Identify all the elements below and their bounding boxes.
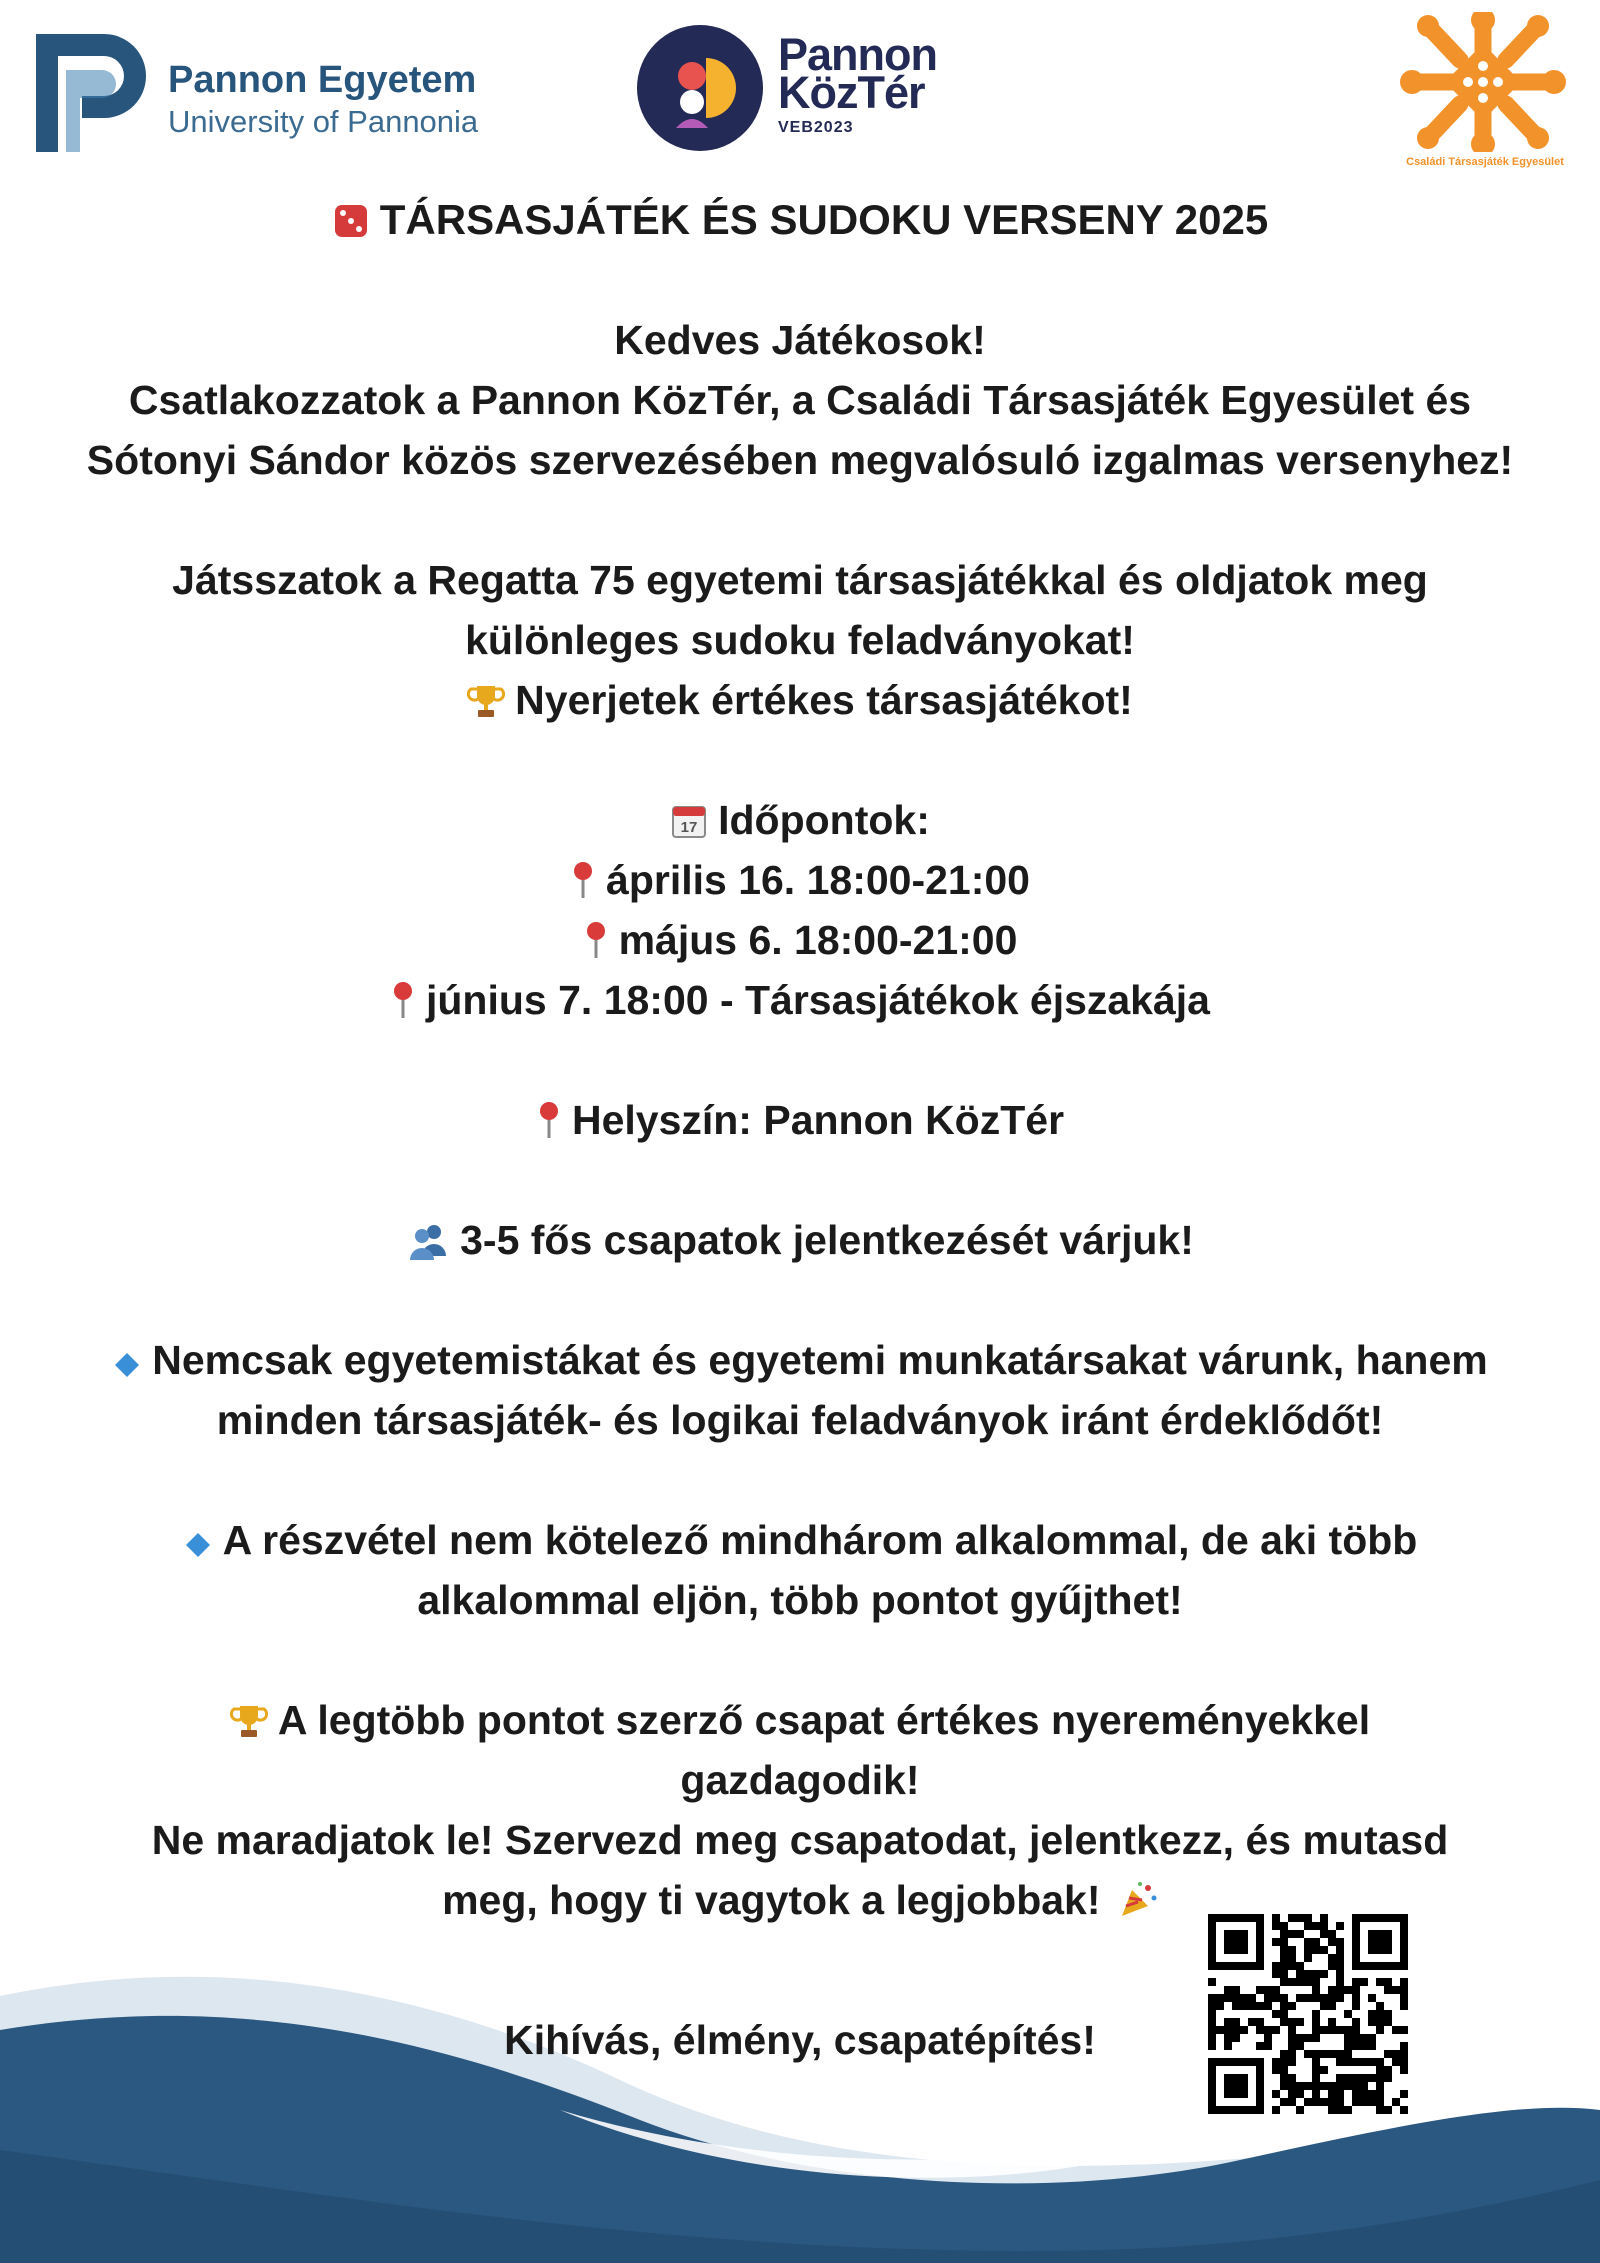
prize-line bbox=[40, 670, 1560, 730]
trophy-icon bbox=[230, 1702, 268, 1740]
teams-text: 3-5 fős csapatok jelentkezését várjuk! bbox=[460, 1217, 1194, 1263]
intro-line-2: Sótonyi Sándor közös szervezésében megvalósuló izgalmas versenyhez! bbox=[86, 437, 1514, 483]
koztér-sub: VEB2023 bbox=[778, 119, 854, 136]
note2-line-2: alkalommal eljön, több pontot gyűjthet! bbox=[417, 1577, 1183, 1623]
dates-heading-text: Időpontok: bbox=[718, 797, 930, 843]
trophy-icon bbox=[467, 682, 505, 720]
note1-line-2: minden társasjáték- és logikai feladványok iránt érdeklődőt! bbox=[216, 1397, 1384, 1443]
play-line-1: Játsszatok a Regatta 75 egyetemi társasjátékkal és oldjatok meg bbox=[172, 557, 1428, 603]
calendar-icon bbox=[670, 802, 708, 840]
cta-line-1: Ne maradjatok le! Szervezd meg csapatodat, jelentkezz, és mutasd bbox=[151, 1817, 1449, 1863]
date-item-3-text: június 7. 18:00 - Társasjátékok éjszakája bbox=[426, 977, 1210, 1023]
svg-text:17: 17 bbox=[680, 819, 698, 836]
diamond-icon bbox=[183, 1530, 213, 1560]
csaladi-caption: Családi Társasjáték Egyesület bbox=[1406, 156, 1564, 168]
pin-icon bbox=[390, 980, 416, 1020]
pin-icon bbox=[570, 860, 596, 900]
winner-line-2: gazdagodik! bbox=[680, 1757, 920, 1803]
closing-line: Kihívás, élmény, csapatépítés! bbox=[504, 2017, 1096, 2063]
pannon-p-logo-icon bbox=[36, 34, 146, 154]
date-item-1-text: április 16. 18:00-21:00 bbox=[606, 857, 1030, 903]
pannon-egyetem-logo bbox=[36, 34, 496, 154]
koztér-line1: Pannon bbox=[778, 29, 937, 80]
location bbox=[40, 1090, 1560, 1150]
qr-code[interactable] bbox=[1208, 1914, 1408, 2114]
note2-line-1 bbox=[40, 1510, 1560, 1570]
prize-text: Nyerjetek értékes társasjátékot! bbox=[515, 677, 1133, 723]
people-icon bbox=[406, 1222, 450, 1260]
title-text: TÁRSASJÁTÉK ÉS SUDOKU VERSENY 2025 bbox=[379, 196, 1269, 243]
note1-line-1 bbox=[40, 1330, 1560, 1390]
winner-line-1-text: A legtöbb pontot szerző csapat értékes nyereményekkel bbox=[277, 1697, 1371, 1743]
note2-line-1-text: A részvétel nem kötelező mindhárom alkalommal, de aki több bbox=[222, 1517, 1418, 1563]
pin-icon bbox=[583, 920, 609, 960]
pin-icon bbox=[536, 1100, 562, 1140]
koztér-circle-logo-icon bbox=[636, 24, 764, 152]
teams bbox=[40, 1210, 1560, 1270]
note1-line-1-text: Nemcsak egyetemistákat és egyetemi munkatársakat várunk, hanem bbox=[152, 1337, 1488, 1383]
winner-line-1 bbox=[40, 1690, 1560, 1750]
greeting: Kedves Játékosok! bbox=[614, 317, 986, 363]
dates-heading bbox=[40, 790, 1560, 850]
koztér-line2: KözTér bbox=[778, 67, 925, 118]
page-title bbox=[40, 190, 1560, 250]
location-text: Helyszín: Pannon KözTér bbox=[571, 1097, 1065, 1143]
play-line-2: különleges sudoku feladványokat! bbox=[465, 617, 1135, 663]
dice-icon bbox=[332, 202, 370, 240]
csaladi-sun-logo-icon bbox=[1398, 12, 1568, 152]
csaladi-logo bbox=[1390, 12, 1580, 182]
pannon-koztér-logo bbox=[636, 24, 956, 154]
intro-line-1: Csatlakozzatok a Pannon KözTér, a Családi Társasjáték Egyesület és bbox=[128, 377, 1472, 423]
date-item-1 bbox=[40, 850, 1560, 910]
cta-line-2-text: meg, hogy ti vagytok a legjobbak! bbox=[442, 1877, 1101, 1923]
pannon-egyetem-subtitle: University of Pannonia bbox=[168, 104, 479, 139]
flyer-content bbox=[40, 190, 1560, 1930]
party-popper-icon bbox=[1118, 1880, 1158, 1920]
date-item-2 bbox=[40, 910, 1560, 970]
pannon-egyetem-name: Pannon Egyetem bbox=[168, 59, 477, 101]
diamond-icon bbox=[112, 1350, 142, 1380]
date-item-2-text: május 6. 18:00-21:00 bbox=[618, 917, 1018, 963]
date-item-3 bbox=[40, 970, 1560, 1030]
